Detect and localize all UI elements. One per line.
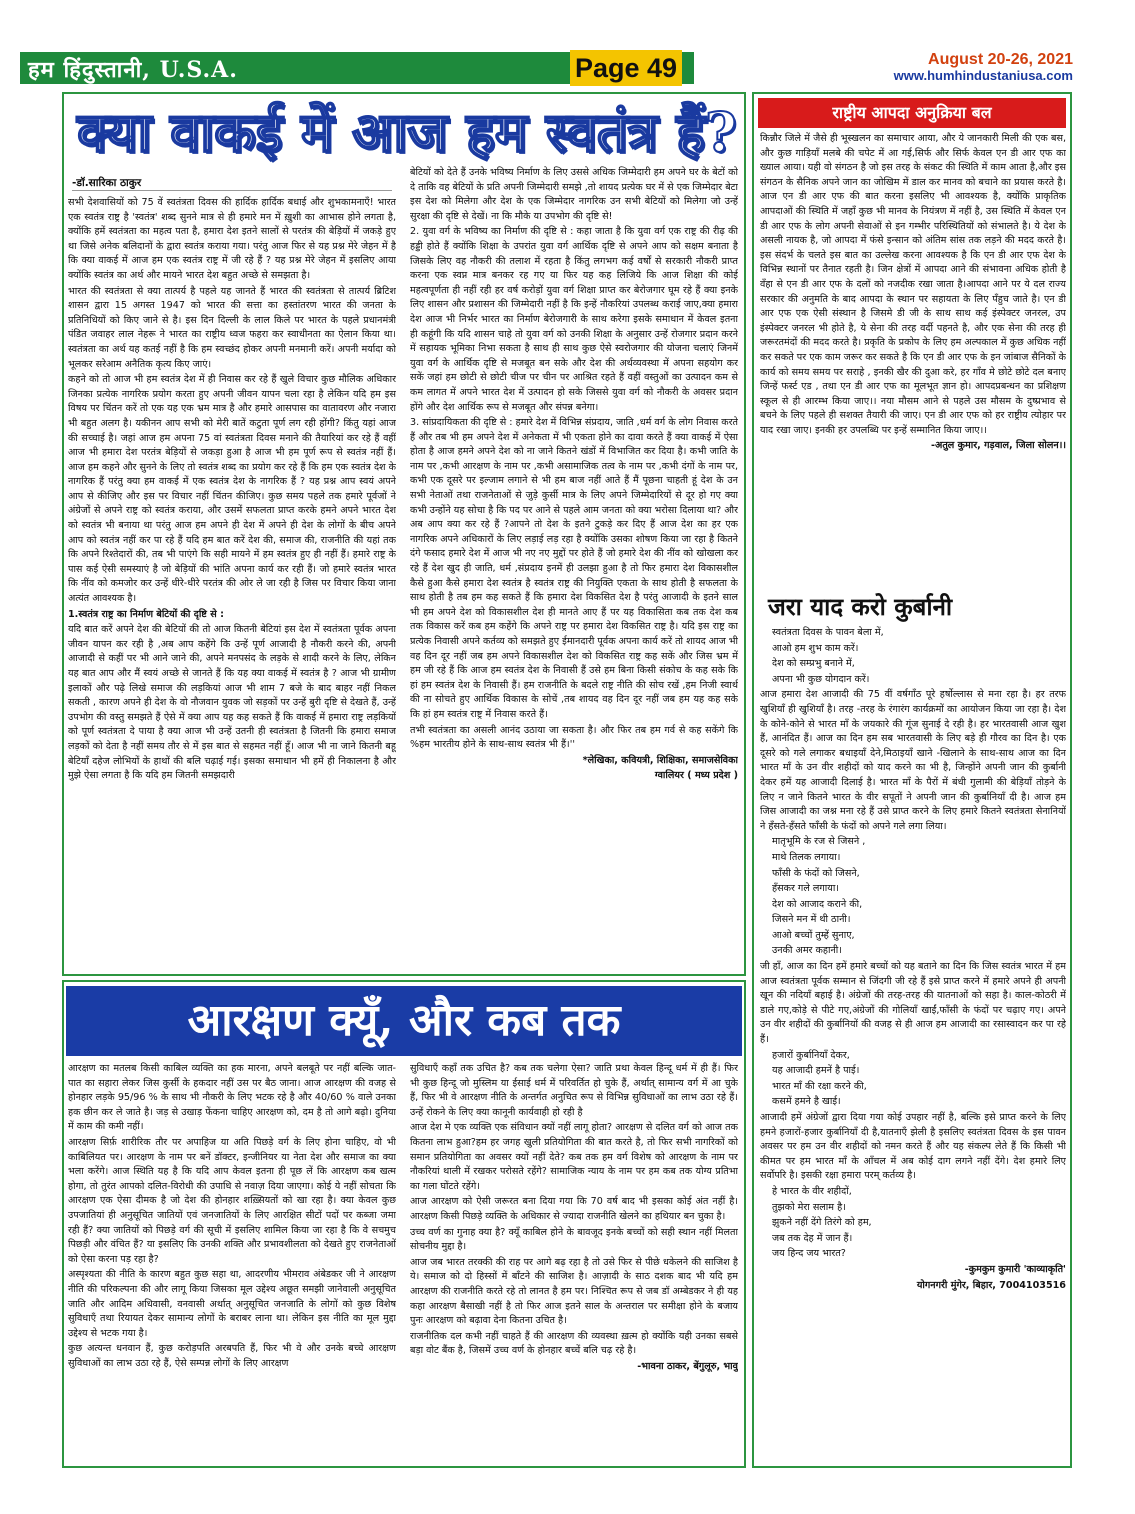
paragraph: आजादी हमें अंग्रेजों द्वारा दिया गया कोई उपहार नहीं है, बल्कि इसे प्राप्त करने के लिए हमने हजारों-हजार कुर्बानियाँ दी है,यातनाएँ झेली है इसलिए स्वतंत्रता दिवस के इस पावन अवसर पर हम उन वीर शहीदों को नमन करते हैं और यह संकल्प लेते हैं कि किसी भी कीमत पर हम भारत माँ के आँचल में अब कोई दाग लगने नहीं देंगे। देश हमारे लिए सर्वोपरि है। इसकी रक्षा हमारा परम् कर्तव्य है। (760, 1112, 1066, 1182)
byline-divider (72, 190, 392, 191)
poem-line: स्वतंत्रता दिवस के पावन बेला में, (772, 627, 884, 638)
poem-line: हँसकर गले लगाया। (772, 883, 839, 895)
paragraph: 2. युवा वर्ग के भविष्य का निर्माण की दृष्टि से : कहा जाता है कि युवा वर्ग एक राष्ट्र की रीढ़ की हड्डी होते हैं क्योंकि शिक्षा के उपरांत युवा वर्ग आर्थिक दृष्टि से अपने आप को सक्षम बनाता है जिसके लिए वह नौकरी की तलाश में रहता है किंतु लगभग कई वर्षों से सरकारी नौकरी प्राप्त करना एक स्वप्न मात्र बनकर रह गए या फिर यह कह लिजिये कि आज शिक्षा की कोई महत्वपूर्णता ही नहीं रही हर वर्ष करोड़ों युवा वर्ग शिक्षा प्राप्त कर बेरोजगार घूम रहे हैं क्या इनके लिए शासन और प्रशासन की जिम्मेदारी नहीं है कि इन्हें नौकरियां उपलब्ध कराई जाए,क्या हमारा देश आज भी निर्भर भारत का निर्माण बेरोजगारी के साथ करेगा इसके समाधान में केवल इतना ही कहूंगी कि यदि शासन चाहे तो युवा वर्ग को उनकी शिक्षा के अनुसार उन्हें रोजगार प्रदान करने में सहायक भूमिका निभा सकता है साथ ही साथ कुछ ऐसे स्वरोजगार की योजना चलाएं जिनमें युवा वर्ग के आर्थिक दृष्टि से मजबूत बन सके और देश की अर्थव्यवस्था में अपना सहयोग कर सकें जहां हम छोटी से छोटी चीज पर चीन पर आश्रित रहते हैं वहीं वस्तुओं का उत्पादन कम से कम लागत में अपने भारत देश में उत्पादन हो सके जिससे युवा वर्ग को नौकरी के अवसर प्रदान होंगे और देश आर्थिक रूप से मजबूत और संपन्न बनेगा। (410, 226, 738, 413)
poem-line: आओ बच्चों तुम्हें सुनाए, (772, 929, 855, 941)
paragraph: भारत की स्वतंत्रता से क्या तात्पर्य है पहले यह जानते हैं भारत की स्वतंत्रता से तात्पर्य ब्रिटिश शासन द्वारा 15 अगस्त 1947 को भारत की सत्ता का हस्तांतरण भारत की जनता के प्रतिनिधियों को किए जाने से है। इस दिन दिल्ली के लाल किले पर भारत के पहले प्रधानमंत्री पंडित जवाहर लाल नेहरू ने भारत का राष्ट्रीय ध्वज फहरा कर स्वाधीनता का ऐलान किया था। स्वतंत्रता का अर्थ यह कतई नहीं है कि हम स्वच्छंद होकर अपनी मनमानी करें। अपनी मर्यादा को भूलकर सरेआम अनैतिक कृत्य किए जाएं। (68, 285, 396, 370)
masthead-bar-tail (682, 52, 694, 84)
paragraph: अस्पृश्यता की नीति के कारण बहुत कुछ सहा था, आदरणीय भीमराव अंबेडकर जी ने आरक्षण नीति की परिकल्पना की और लागू किया जिसका मूल उद्देश्य अछूत समझी जानेवाली अनुसूचित जाति और आदिम अधिवासी, वनवासी अर्थात् अनुसूचित जनजाति के लोगों को कुछ विशेष सुविधाएँ तथा रियायत देकर सामान्य लोगों के बराबर लाना था। लेकिन इस नीति का मूल मुद्दा उद्देश्य से भटक गया है। (68, 1269, 396, 1339)
poem-line: जय हिन्द जय भारत? (772, 1248, 846, 1260)
page-label: Page 49 (570, 50, 682, 86)
author-signature: -अतुल कुमार, गड़वाल, जिला सोलन।। (931, 440, 1066, 452)
sidebar-ndrf-title: राष्ट्रीय आपदा अनुक्रिया बल (758, 98, 1066, 128)
article-freedom-byline: -डॉ.सारिका ठाकुर (72, 177, 142, 189)
paragraph: आज देश मे एक व्यक्ति एक संविधान क्यों नहीं लागू होता? आरक्षण से दलित वर्ग को आज तक कितना लाभ हुआ?हम हर जगह खुली प्रतियोगिता की बात करते है, तो फिर सभी नागरिकों को समान प्रतियोगिता का अवसर क्यों नहीं देते? कब तक हम वर्ग विशेष को आरक्षण के नाम पर नौकरियां थाली में रखकर परोसते रहेंगे? सामाजिक न्याय के नाम पर हम कब तक योग्य प्रतिभा का गला घोंटते रहेंगे। (410, 1122, 738, 1192)
article-reservation-column-1 (68, 1062, 396, 1462)
poem-line: आओ हम शुभ काम करें। (772, 642, 859, 654)
poem-line: उनकी अमर कहानी। (772, 945, 842, 957)
poem-line: मातृभूमि के रज से जिसने , (772, 836, 866, 848)
paragraph: सुविधाएँ कहाँ तक उचित है? कब तक चलेगा ऐसा? जाति प्रथा केवल हिन्दू धर्म में ही हैं। फिर भी कुछ हिन्दू जो मुस्लिम या ईसाई धर्म में परिवर्तित हो चुके हैं, अर्थात् सामान्य वर्ग में आ चुके हैं, फिर भी वे आरक्षण नीति के अन्तर्गत अनुचित रूप से विभिन्न सुविधाओं का लाभ उठा रहे हैं। उन्हें रोकने के लिए क्या कानूनी कार्यवाही हो रही है (410, 1063, 738, 1118)
article-freedom-headline: क्या वाकई में आज हम स्वतंत्र हैं? (77, 100, 737, 164)
paragraph: आज आरक्षण को ऐसी जरूरत बना दिया गया कि 70 वर्ष बाद भी इसका कोई अंत नहीं है। आरक्षण किसी पिछड़े व्यक्ति के अधिकार से ज्यादा राजनीति खेलने का हथियार बन चुका है। (410, 1196, 738, 1222)
poem-line: हजारों कुर्बानियाँ देकर, (772, 1049, 850, 1061)
paragraph: 3. सांप्रदायिकता की दृष्टि से : हमारे देश में विभिन्न संप्रदाय, जाति ,धर्म वर्ग के लोग निवास करते हैं और तब भी हम अपने देश में अनेकता में भी एकता होने का दावा करते हैं क्या वाकई में ऐसा होता है आज हमने अपने देश को ना जाने कितने खंडों में विभाजित कर दिया है। कभी जाति के नाम पर ,कभी आरक्षण के नाम पर ,कभी असामाजिक तत्व के नाम पर ,कभी दंगों के नाम पर, कभी एक दूसरे पर इल्जाम लगाने से भी हम बाज नहीं आते हैं मैं पूछना चाहती हूं देश के उन सभी नेताओं तथा राजनेताओं से जुड़े कुर्सी मात्र के लिए अपने जिम्मेदारियों से दूर हो गए क्या कभी उन्होंने यह सोचा है कि पद पर आने से पहले आम जनता को क्या भरोसा दिलाया था? और अब आप क्या कर रहे हैं ?आपने तो देश के इतने टुकड़े कर दिए हैं आज देश का हर एक नागरिक अपने अधिकारों के लिए लड़ाई लड़ रहा है क्योंकि उसका शोषण किया जा रहा है कितने दंगे फसाद हमारे देश में आज भी नए नए मुद्दों पर होते हैं जो हमारे देश की नींव को खोखला कर रहे हैं देश खुद ही जाति, धर्म ,संप्रदाय इनमें ही उलझा हुआ है तो फिर हमारा देश विकासशील कैसे हुआ कैसे हमारा देश स्वतंत्र है स्वतंत्र राष्ट्र की नियुक्ति एकता के साथ होती है सफलता के साथ होती है तब हम कह सकते हैं कि हमारा देश विकसित देश है परंतु आजादी के इतने साल भी हम अपने देश को विकासशील देश ही मानते आए हैं पर यह विकासिता कब तक देश कब तक विकास करें कब हम कहेंगे कि अपने राष्ट्र पर हमारा देश विकसित राष्ट्र है। यदि इस राष्ट्र का प्रत्येक निवासी अपने कर्तव्य को समझते हुए ईमानदारी पूर्वक अपना कार्य करें तो शायद आज भी वह दिन दूर नहीं जब हम अपने विकासशील देश को विकसित राष्ट्र कह सकें और जिस भ्रम में हम जी रहे हैं कि आज हम स्वतंत्र देश के निवासी हैं उसे हम बिना किसी संकोच के कह सके कि हां हम स्वतंत्र देश के निवासी हैं। हम राजनीति के बदले राष्ट्र नीति की सोच रखें ,हम निजी स्वार्थ की ना सोचते हुए आर्थिक विकास के सोचें ,तब शायद वह दिन दूर नहीं जब हम यह कह सके कि हां हम स्वतंत्र राष्ट्र में निवास करते हैं। (410, 417, 738, 720)
poem-line: देश को आजाद कराने की, (772, 898, 863, 910)
poem-line: देश को सम्प्रभु बनाने में, (772, 658, 855, 670)
author-signature: -कुमकुम कुमारी 'काव्याकृति' (964, 1263, 1066, 1275)
poem-line: जिसने मन में थी ठानी। (772, 914, 851, 926)
article-freedom-column-1 (68, 196, 396, 970)
issue-date: August 20-26, 2021 (928, 51, 1073, 68)
sidebar-poem-text (760, 626, 1066, 1462)
paragraph: आरक्षण का मतलब किसी काबिल व्यक्ति का हक मारना, अपने बलबूते पर नहीं बल्कि जात-पात का सहारा लेकर जिस कुर्सी के हकदार नहीं उस पर बैठ जाना। आज आरक्षण की वजह से होनहार लड़के 95/96 % के साथ भी नौकरी के लिए भटक रहे है और 40/60 % वाले उनका हक छीन कर ले जाते है। जड़ से उखाड़ फेंकना चाहिए आरक्षण को, दम है तो आगे बढ़ो। दुनिया में काम की कमी नहीं। (68, 1063, 396, 1133)
poem-line: जब तक देह में जान हैं। (772, 1232, 853, 1244)
paragraph: सभी देशवासियों को 75 वें स्वतंत्रता दिवस की हार्दिक हार्दिक बधाई और शुभकामनाएँ! भारत एक स्वतंत्र राष्ट्र है 'स्वतंत्र' शब्द सुनने मात्र से ही हमारे मन में ख़ुशी का आभास होने लगता है, क्योंकि हमें स्वतंत्रता का महत्व पता है, हमारा देश इतने सालों से परतंत्र की बेड़ियों में जकड़े हुए था जिसे अनेक बलिदानों के द्वारा स्वतंत्र कराया गया। परंतु आज फिर से यह प्रश्न मेरे जेहन में है कि क्या वाकई में आज हम एक स्वतंत्र राष्ट्र में जी रहे हैं ? यह प्रश्न मेरे जेहन में इसलिए आया क्योंकि स्वतंत्र का अर्थ और मायने भारत देश बहुत अच्छे से समझता है। (68, 197, 396, 281)
author-signature: -भावना ठाकर, बेंगुलूरु, भावु (637, 1360, 738, 1372)
paragraph: आज जब भारत तरक्की की राह पर आगे बढ़ रहा है तो उसे फिर से पीछे धकेलने की साजिश है ये। समाज को दो हिस्सों में बाँटने की साजिश है। आज़ादी के साठ दशक बाद भी यदि हम आरक्षण की राजनीति करते रहे तो लानत है हम पर। निश्चित रूप से जब डॉ अम्बेडकर ने ही यह कहा आरक्षण बैसाखी नहीं है तो फिर आज इतने साल के अन्तराल पर समीक्षा होने के बजाय पुनः आरक्षण को बढ़ावा देना कितना उचित है। (410, 1256, 738, 1327)
poem-line: फाँसी के फंदों को जिसने, (772, 867, 860, 879)
poem-line: कसमें हमने है खाई। (772, 1096, 841, 1108)
paragraph: कहने को तो आज भी हम स्वतंत्र देश में ही निवास कर रहे हैं खुले विचार कुछ मौलिक अधिकार जिनका प्रत्येक नागरिक प्रयोग करता हुए अपनी जीवन यापन चला रहा है लेकिन यदि हम इस विषय पर चिंतन करें तो एक यह एक भ्रम मात्र है और हमारे आसपास का वातावरण और नजारा भी बहुत अलग है। यकीनन आप सभी को मेरी बातें कटुता पूर्ण लग रही होंगी? किंतु यहां आज की सच्चाई है। जहां आज हम अपना 75 वां स्वतंत्रता दिवस मनाने की तैयारियां कर रहे हैं वहीं आज भी हमारा देश परतंत्र बेड़ियों से जकड़ा हुआ है आज भी हम पूर्ण रूप से स्वतंत्र नहीं हैं। आज हम कहने और सुनने के लिए तो स्वतंत्र शब्द का प्रयोग कर रहे हैं कि हम एक स्वतंत्र देश के नागरिक हैं परंतु क्या हम वाकई में एक स्वतंत्र देश के नागरिक हैं ? यह प्रश्न आप स्वयं अपने आप से कीजिए और इस पर विचार नहीं चिंतन कीजिए। कुछ समय पहले तक हमारे पूर्वजों ने अंग्रेजों से अपने राष्ट्र को स्वतंत्र कराया, और उसमें सफलता प्राप्त करके हमने अपने भारत देश को स्वतंत्र भी बनाया था परंतु आज हम अपने ही देश में अपने ही देश के लोगों के बीच अपने आप को स्वतंत्र नहीं कर पा रहे हैं यदि हम बात करें देश की, समाज की, राजनीति की यहां तक कि अपने रिश्तेदारों की, तब भी पाएंगे कि सही मायने में हम स्वतंत्र हुए ही नहीं हैं। हमारे राष्ट्र के पास कई ऐसी समस्याएं है जो बेड़ियों की भांति अपना कार्य कर रही हैं। जो हमारे स्वतंत्र भारत कि नींव को कमजोर कर उन्हें धीरे-धीरे परतंत्र की ओर ले जा रही है जिस पर विचार किया जाना अत्यंत आवश्यक है। (68, 374, 396, 605)
sidebar-ndrf-text (760, 132, 1066, 584)
paragraph: किन्नौर जिले में जैसे ही भूस्खलन का समाचार आया, और ये जानकारी मिली की एक बस, और कुछ गाड़ियाँ मलबे की चपेट में आ गई,सिर्फ और सिर्फ केवल एन डी आर एफ का ख्याल आया। यही वो संगठन है जो इस तरह के संकट की स्थिति में काम आता है,और इस संगठन के सैनिक अपने जान का जोखिम में डाल कर मानव को बचाने का प्रयास करते है।आज एन डी आर एफ की बात करना इसलिए भी आवश्यक है, क्योंकि प्राकृतिक आपदाओं की स्थिति में जहाँ कुछ भी मानव के नियंत्रण में नहीं है, उस स्थिति में केवल एन डी आर एफ के लोग अपनी सेवाओं से इन गम्भीर परिस्थितियों को संभालते है। ये देश के असली नायक है, जो आपदा में फंसे इन्सान को अंतिम सांस तक लड़ने की मदद करते है। इस संदर्भ के चलते इस बात का उल्लेख करना आवश्यक है कि एन डी आर एफ देश के विभिन्न स्थानों पर तैनात रहती है। जिन क्षेत्रों में आपदा आने की संभावना अधिक होती है वँहा से एन डी आर एफ के दलों को नजदीक रखा जाता है।आपदा आने पर ये दल राज्य सरकार की अनुमति के बाद आपदा के स्थान पर सहायता के लिए पँहुच जाते है। एन डी आर एफ एक ऐसी संस्थान है जिसमे डी जी के साथ साथ कई इंस्पेक्टर जनरल, उप इंस्पेक्टर जनरल भी होते है, ये सेना की तरह वर्दी पहनते है, और एक सेना की तरह ही जरूरतमंदों की मदद करते है। प्रकृति के प्रकोप के लिए हम अल्पकाल में कुछ अधिक नहीं कर सकते पर एक काम जरूर कर सकते है कि एन डी आर एफ के इन जांबाज सैनिकों के कार्य को समय समय पर सराहे , इनकी खैर की दुआ करे, हर गाँव मे छोटे छोटे दल बनाए जिन्हें फर्स्ट एड , तथा एन डी आर एफ का मूलभूत ज्ञान हो। आपदप्रबन्धन का प्रशिक्षण स्कूल से ही आरम्भ किया जाए।। नया मौसम आने से पहले उस मौसम के दुष्प्रभाव से बचने के लिए पहले ही सशक्त तैयारी की जाए। एन डी आर एफ को हर राष्ट्रीय त्योहार पर याद रखा जाए। इनकी हर उपलब्धि पर इन्हें सम्मानित किया जाए।। (760, 133, 1066, 436)
paragraph: तभी स्वतंत्रता का असली आनंद उठाया जा सकता है। और फिर तब हम गर्व से कह सकेंगे कि %हम भारतीय होने के साथ-साथ स्वतंत्र भी हैं।'' (410, 724, 738, 751)
paragraph: आज हमारा देश आजादी की 75 वीं वर्षगाँठ पूरे हर्षोल्लास से मना रहा है। हर तरफ खुशियाँ ही खुशियाँ है। तरह -तरह के रंगारंग कार्यक्रमों का आयोजन किया जा रहा है। देश के कोने-कोने से भारत माँ के जयकारे की गूंज सुनाई दे रही है। हर भारतवासी आज खुश हैं, आनंदित हैं। आज का दिन हम सब भारतवासी के लिए बड़े ही गौरव का दिन है। एक दूसरे को गले लगाकर बधाइयाँ देने,मिठाइयाँ खाने -खिलाने के साथ-साथ आज का दिन भारत माँ के उन वीर शहीदों को याद करने का भी है, जिन्होंने अपनी जान की कुर्बानी देकर हमें यह आजादी दिलाई है। भारत माँ के पैरों में बंधी गुलामी की बेड़ियाँ तोड़ने के लिए न जाने कितने भारत के वीर सपूतों ने अपनी जान की कुर्बानियाँ दी है। आज हम जिस आजादी का जश्न मना रहे हैं उसे प्राप्त करने के लिए हमारे कितने स्वतंत्रता सेनानियों ने हँसते-हँसते फाँसी के फंदों को अपने गले लगा लिया। (760, 689, 1066, 832)
paragraph: यदि बात करें अपने देश की बेटियों की तो आज कितनी बेटियां इस देश में स्वतंत्रता पूर्वक अपना जीवन यापन कर रही है ,अब आप कहेंगे कि उन्हें पूर्ण आजादी है नौकरी करने की, अपनी आजादी से कहीं पर भी आने जाने की, अपने मनपसंद के लड़के से शादी करने के लिए, लेकिन यह बात आप और मैं स्वयं अच्छे से जानते हैं कि यह क्या वाकई में स्वतंत्र है ? आज भी ग्रामीण इलाकों और पढ़े लिखे समाज की लड़कियां आज भी शाम 7 बजे के बाद बाहर नहीं निकल सकती , कारण अपने ही देश के वो नौजवान युवक जो सड़कों पर उन्हें बुरी दृष्टि से देखते हैं, उन्हें उपभोग की वस्तु समझते हैं ऐसे में क्या आप यह कह सकते हैं कि वाकई में हमारा राष्ट्र लड़कियों को पूर्ण स्वतंत्रता दे पाया है क्या आज भी उन्हें उतनी ही स्वतंत्रता है जितनी कि हमारा समाज लड़कों को देता है नहीं समय तौर से में इस बात से सहमत नहीं हूँ। आज भी ना जाने कितनी बहू बेटियाँ दहेज लोभियों के हाथों की बलि चढ़ाई गई। इसका समाधान भी हमें ही निकालना है और मुझे ऐसा लगता है कि यदि हम जितनी समझदारी (68, 624, 396, 782)
author-credentials: *लेखिका, कवियत्री, शिक्षिका, समाजसेविका (582, 754, 738, 766)
poem-line: तुझको मेरा सलाम है। (772, 1201, 846, 1213)
paragraph: बेटियों को देते हैं उनके भविष्य निर्माण के लिए उससे अधिक जिम्मेदारी हम अपने घर के बेटों को दे ताकि वह बेटियों के प्रति अपनी जिम्मेदारी समझे ,तो शायद प्रत्येक घर में से एक जिम्मेदार बेटा इस देश को मिलेगा और देश के एक जिम्मेदार नागरिक उन सभी बेटियों को मिलेगा जो उन्हें सुरक्षा की दृष्टि से देखें। ना कि मौके या उपभोग की दृष्टि से! (410, 167, 738, 222)
paragraph: उच्च वर्ण का गुनाह क्या है? क्यूँ काबिल होने के बावजूद इनके बच्चों को सही स्थान नहीं मिलता सोचनीय मुद्दा है। (410, 1226, 738, 1253)
author-location: योगनगरी मुंगेर, बिहार, 7004103516 (916, 1279, 1066, 1291)
poem-line: हे भारत के वीर शहीदों, (772, 1185, 852, 1197)
website-url[interactable]: www.humhindustaniusa.com (893, 68, 1073, 83)
article-freedom-column-2 (410, 166, 738, 970)
poem-line: माथे तिलक लगाया। (772, 851, 841, 863)
section-heading: 1.स्वतंत्र राष्ट्र का निर्माण बेटियों की दृष्टि से : (68, 608, 224, 620)
paragraph: आरक्षण सिर्फ़ शारीरिक तौर पर अपाहिज या अति पिछड़े वर्ग के लिए होना चाहिए, वो भी काबिलियत पर। आरक्षण के नाम पर बनें डॉक्टर, इन्जीनियर या नेता देश और समाज का क्या भला करेंगे। आज स्थिति यह है कि यदि आप केवल इतना ही पूछ लें कि आरक्षण कब खत्म होगा, तो तुरंत आपको दलित-विरोधी की उपाधि से नवाज़ दिया जाएगा। कोई ये नहीं सोचता कि आरक्षण एक ऐसा दीमक है जो देश की होनहार शख़्सियतों को खा रहा है। क्या केवल कुछ उपजातियां ही अनुसूचित जातियों एवं जनजातियों के लिए आरक्षित सीटों पदों पर कब्जा जमा रही हैं? क्या जातियों को पिछड़े वर्ग की सूची में इसलिए शामिल किया जा रहा है कि वे सचमुच पिछड़ी और वंचित हैं? या इसलिए कि उनकी शक्ति और प्रभावशीलता को देखते हुए राजनेताओं को ऐसा करना पड़ रहा है? (68, 1136, 396, 1265)
sidebar-poem-title: जरा याद करो कुर्बानी (768, 592, 953, 621)
masthead (0, 0, 1135, 92)
article-reservation-headline: आरक्षण क्यूँ, और कब तक (66, 986, 742, 1056)
poem-line: झुकने नहीं देंगे तिरंगे को हम, (772, 1217, 872, 1229)
article-reservation-column-2 (410, 1062, 738, 1462)
paragraph: जी हाँ, आज का दिन हमें हमारे बच्चों को यह बताने का दिन कि जिस स्वतंत्र भारत में हम आज स्वतंत्रता पूर्वक सम्मान से जिंदगी जी रहे हैं इसे प्राप्त करने में हमारे अपने ही अपनी खून की नदियाँ बहाई है। अंग्रेजों की तरह-तरह की यातनाओं को सहा है। काल-कोठरी में डाले गए,कोड़े से पीटे गए,अंग्रेजों की गोलियाँ खाईं,फाँसी के फंदों पर चढ़ाए गए। अपने उन वीर शहीदों की कुर्बानियों की वजह से ही आज हम आजादी का रसास्वादन कर पा रहे हैं। (760, 961, 1066, 1046)
paragraph: राजनीतिक दल कभी नहीं चाहते हैं की आरक्षण की व्यवस्था ख़त्म हो क्योंकि यही उनका सबसे बड़ा वोट बैंक है, जिसमें उच्च वर्ण के होनहार बच्चें बलि चढ़ रहे है। (410, 1330, 738, 1357)
paragraph: कुछ अत्यन्त धनवान हैं, कुछ करोड़पति अरबपति हैं, फिर भी वे और उनके बच्चे आरक्षण सुविधाओं का लाभ उठा रहे हैं, ऐसे सम्पन्न लोगों के लिए आरक्षण (68, 1343, 396, 1369)
poem-line: भारत माँ की रक्षा करने की, (772, 1080, 867, 1092)
poem-line: अपना भी कुछ योगदान करें। (772, 673, 870, 685)
poem-line: यह आजादी हमनें है पाई। (772, 1065, 860, 1077)
paper-name: हम हिंदुस्तानी, U.S.A. (28, 57, 238, 83)
author-location: ग्वालियर ( मध्य प्रदेश ) (654, 770, 738, 782)
